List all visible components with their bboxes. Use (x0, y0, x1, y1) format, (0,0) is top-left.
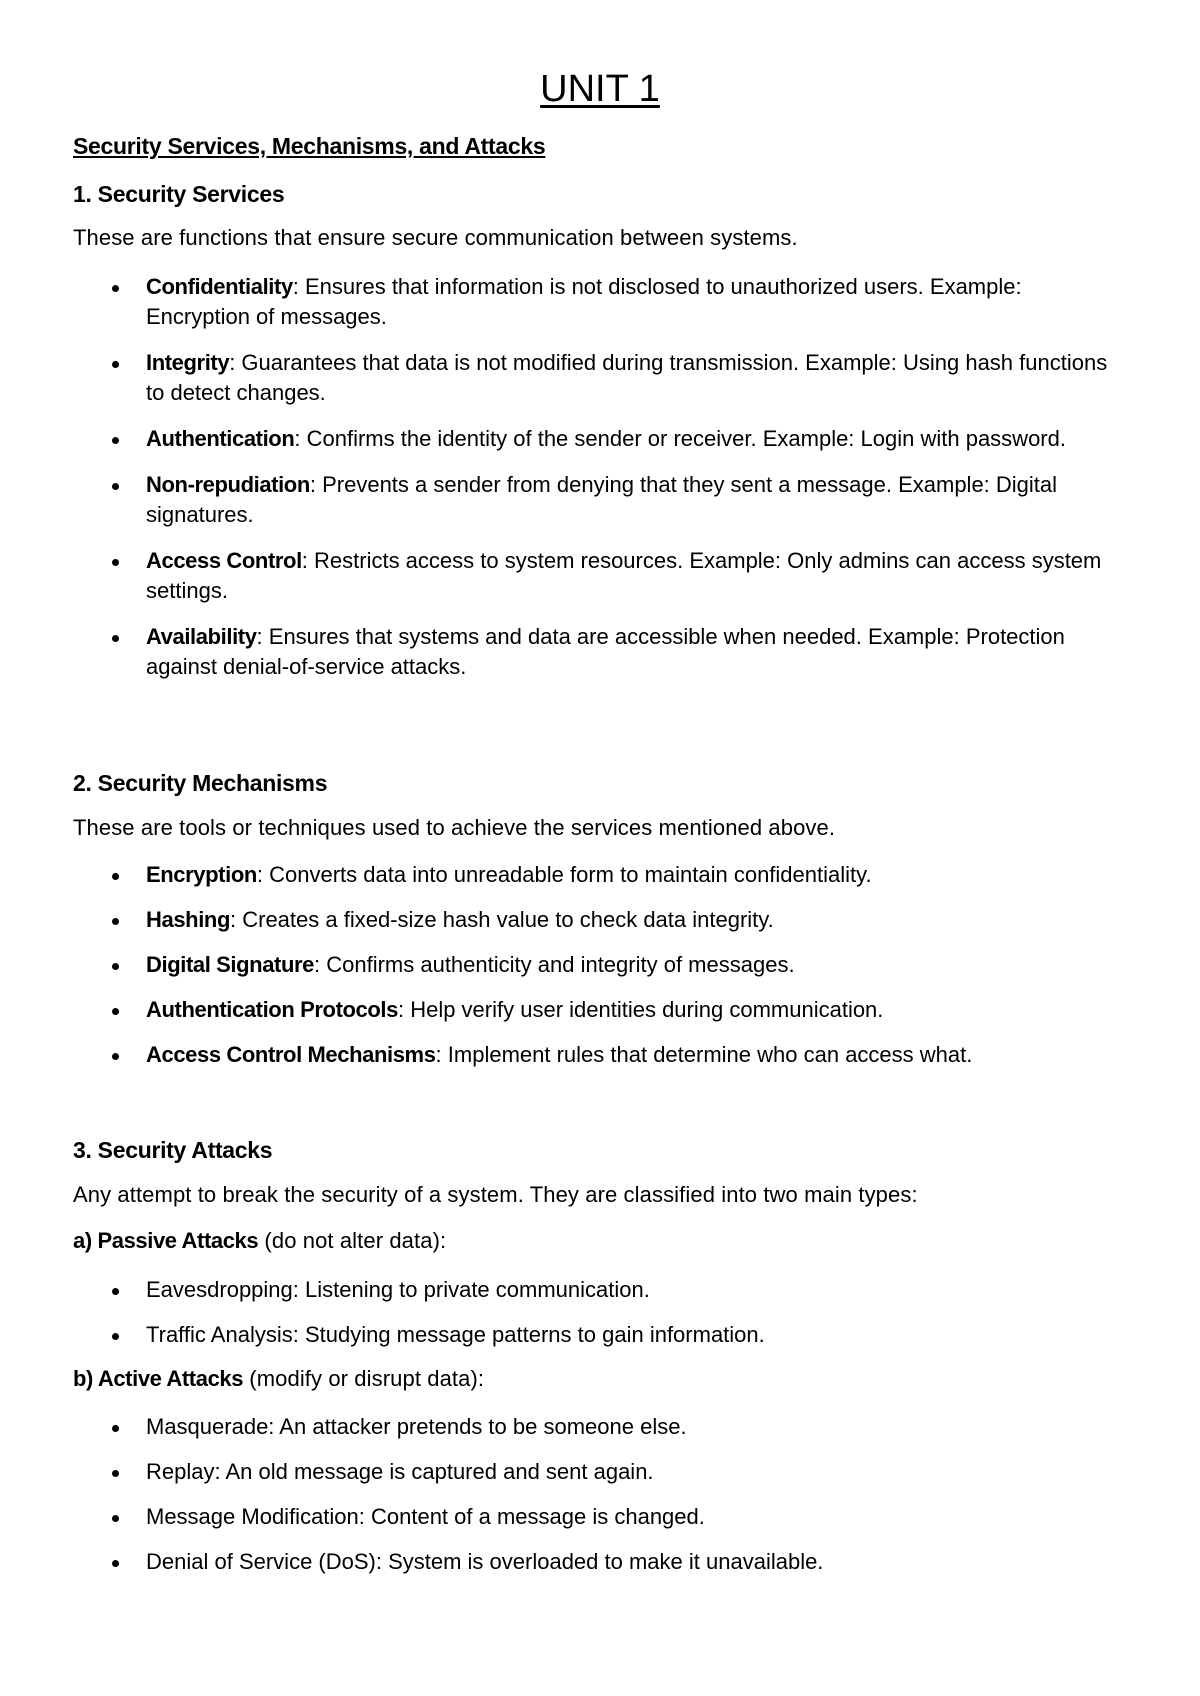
list-item-term: Access Control Mechanisms (146, 1042, 436, 1067)
bullet-icon (112, 1053, 119, 1060)
section-intro-attacks: Any attempt to break the security of a system. They are classified into two main types: (73, 1182, 918, 1207)
list-item-term: Authentication Protocols (146, 997, 398, 1022)
bullet-icon (112, 635, 119, 642)
passive-attack-item (73, 1320, 1127, 1350)
list-item-term: Hashing (146, 907, 230, 932)
list-item-term: Integrity (146, 350, 230, 375)
list-item-term: Non-repudiation (146, 472, 310, 497)
section-heading-attacks: 3. Security Attacks (73, 1137, 273, 1163)
list-item-term: Availability (146, 624, 257, 649)
service-list-item (73, 622, 1127, 682)
list-item-text: Denial of Service (DoS): System is overloaded to make it unavailable. (146, 1549, 824, 1574)
list-item-text: Replay: An old message is captured and sent again. (146, 1459, 654, 1484)
bullet-icon (112, 873, 119, 880)
section-intro-services: These are functions that ensure secure communication between systems. (73, 225, 798, 250)
service-list-item (73, 546, 1127, 606)
active-attacks-list (73, 1412, 1127, 1592)
active-attack-item (73, 1457, 1127, 1487)
passive-attacks-list (73, 1275, 1127, 1365)
section-intro-mechanisms: These are tools or techniques used to achieve the services mentioned above. (73, 815, 836, 840)
list-item-term: Access Control (146, 548, 302, 573)
list-item-term: Encryption (146, 862, 257, 887)
page-title: UNIT 1 (540, 68, 660, 110)
active-attack-item (73, 1502, 1127, 1532)
list-item-text: : Ensures that systems and data are accessible when needed. Example: Protection against denial-of-service attacks. (146, 624, 1065, 679)
bullet-icon (112, 483, 119, 490)
section-heading-services: 1. Security Services (73, 181, 285, 207)
list-item-text: : Converts data into unreadable form to maintain confidentiality. (256, 862, 872, 887)
list-item-text: : Confirms authenticity and integrity of messages. (314, 952, 795, 977)
list-item-text: : Help verify user identities during communication. (397, 997, 884, 1022)
list-item-term: Confidentiality (146, 274, 293, 299)
bullet-icon (112, 361, 119, 368)
passive-attacks-label: a) Passive Attacks (73, 1228, 259, 1253)
bullet-icon (112, 1560, 119, 1567)
bullet-icon (112, 963, 119, 970)
mechanism-list-item (73, 860, 1127, 890)
bullet-icon (112, 437, 119, 444)
document-subtitle: Security Services, Mechanisms, and Attacks (73, 133, 546, 159)
active-attacks-note: (modify or disrupt data): (243, 1366, 485, 1391)
services-list (73, 272, 1127, 698)
list-item-text: : Prevents a sender from denying that they sent a message. Example: Digital signatures. (146, 472, 1058, 527)
list-item-text: : Guarantees that data is not modified during transmission. Example: Using hash functions to detect changes. (146, 350, 1108, 405)
service-list-item (73, 424, 1127, 454)
list-item-text: : Creates a fixed-size hash value to check data integrity. (230, 907, 774, 932)
bullet-icon (112, 559, 119, 566)
list-item-text: : Confirms the identity of the sender or receiver. Example: Login with password. (294, 426, 1066, 451)
list-item-term: Authentication (146, 426, 295, 451)
mechanisms-list (73, 860, 1127, 1085)
list-item-text: Eavesdropping: Listening to private communication. (146, 1277, 650, 1302)
list-item-text: : Ensures that information is not disclosed to unauthorized users. Example: Encryption of messages. (146, 274, 1022, 329)
list-item-term: Digital Signature (146, 952, 314, 977)
bullet-icon (112, 1425, 119, 1432)
list-item-text: : Restricts access to system resources. Example: Only admins can access system settings. (146, 548, 1102, 603)
mechanism-list-item (73, 1040, 1127, 1070)
active-attacks-label: b) Active Attacks (73, 1366, 244, 1391)
section-heading-mechanisms: 2. Security Mechanisms (73, 770, 328, 796)
bullet-icon (112, 1008, 119, 1015)
passive-attacks-note: (do not alter data): (258, 1228, 447, 1253)
active-attack-item (73, 1412, 1127, 1442)
bullet-icon (112, 1515, 119, 1522)
passive-attacks-heading (73, 1228, 1127, 1254)
list-item-text: Message Modification: Content of a message is changed. (146, 1504, 705, 1529)
service-list-item (73, 348, 1127, 408)
list-item-text: Traffic Analysis: Studying message patterns to gain information. (146, 1322, 765, 1347)
mechanism-list-item (73, 995, 1127, 1025)
bullet-icon (112, 918, 119, 925)
service-list-item (73, 470, 1127, 530)
active-attack-item (73, 1547, 1127, 1577)
bullet-icon (112, 1333, 119, 1340)
list-item-text: Masquerade: An attacker pretends to be someone else. (146, 1414, 687, 1439)
mechanism-list-item (73, 905, 1127, 935)
bullet-icon (112, 1288, 119, 1295)
service-list-item (73, 272, 1127, 332)
bullet-icon (112, 1470, 119, 1477)
list-item-text: : Implement rules that determine who can access what. (435, 1042, 973, 1067)
bullet-icon (112, 285, 119, 292)
mechanism-list-item (73, 950, 1127, 980)
passive-attack-item (73, 1275, 1127, 1305)
active-attacks-heading (73, 1366, 1127, 1392)
